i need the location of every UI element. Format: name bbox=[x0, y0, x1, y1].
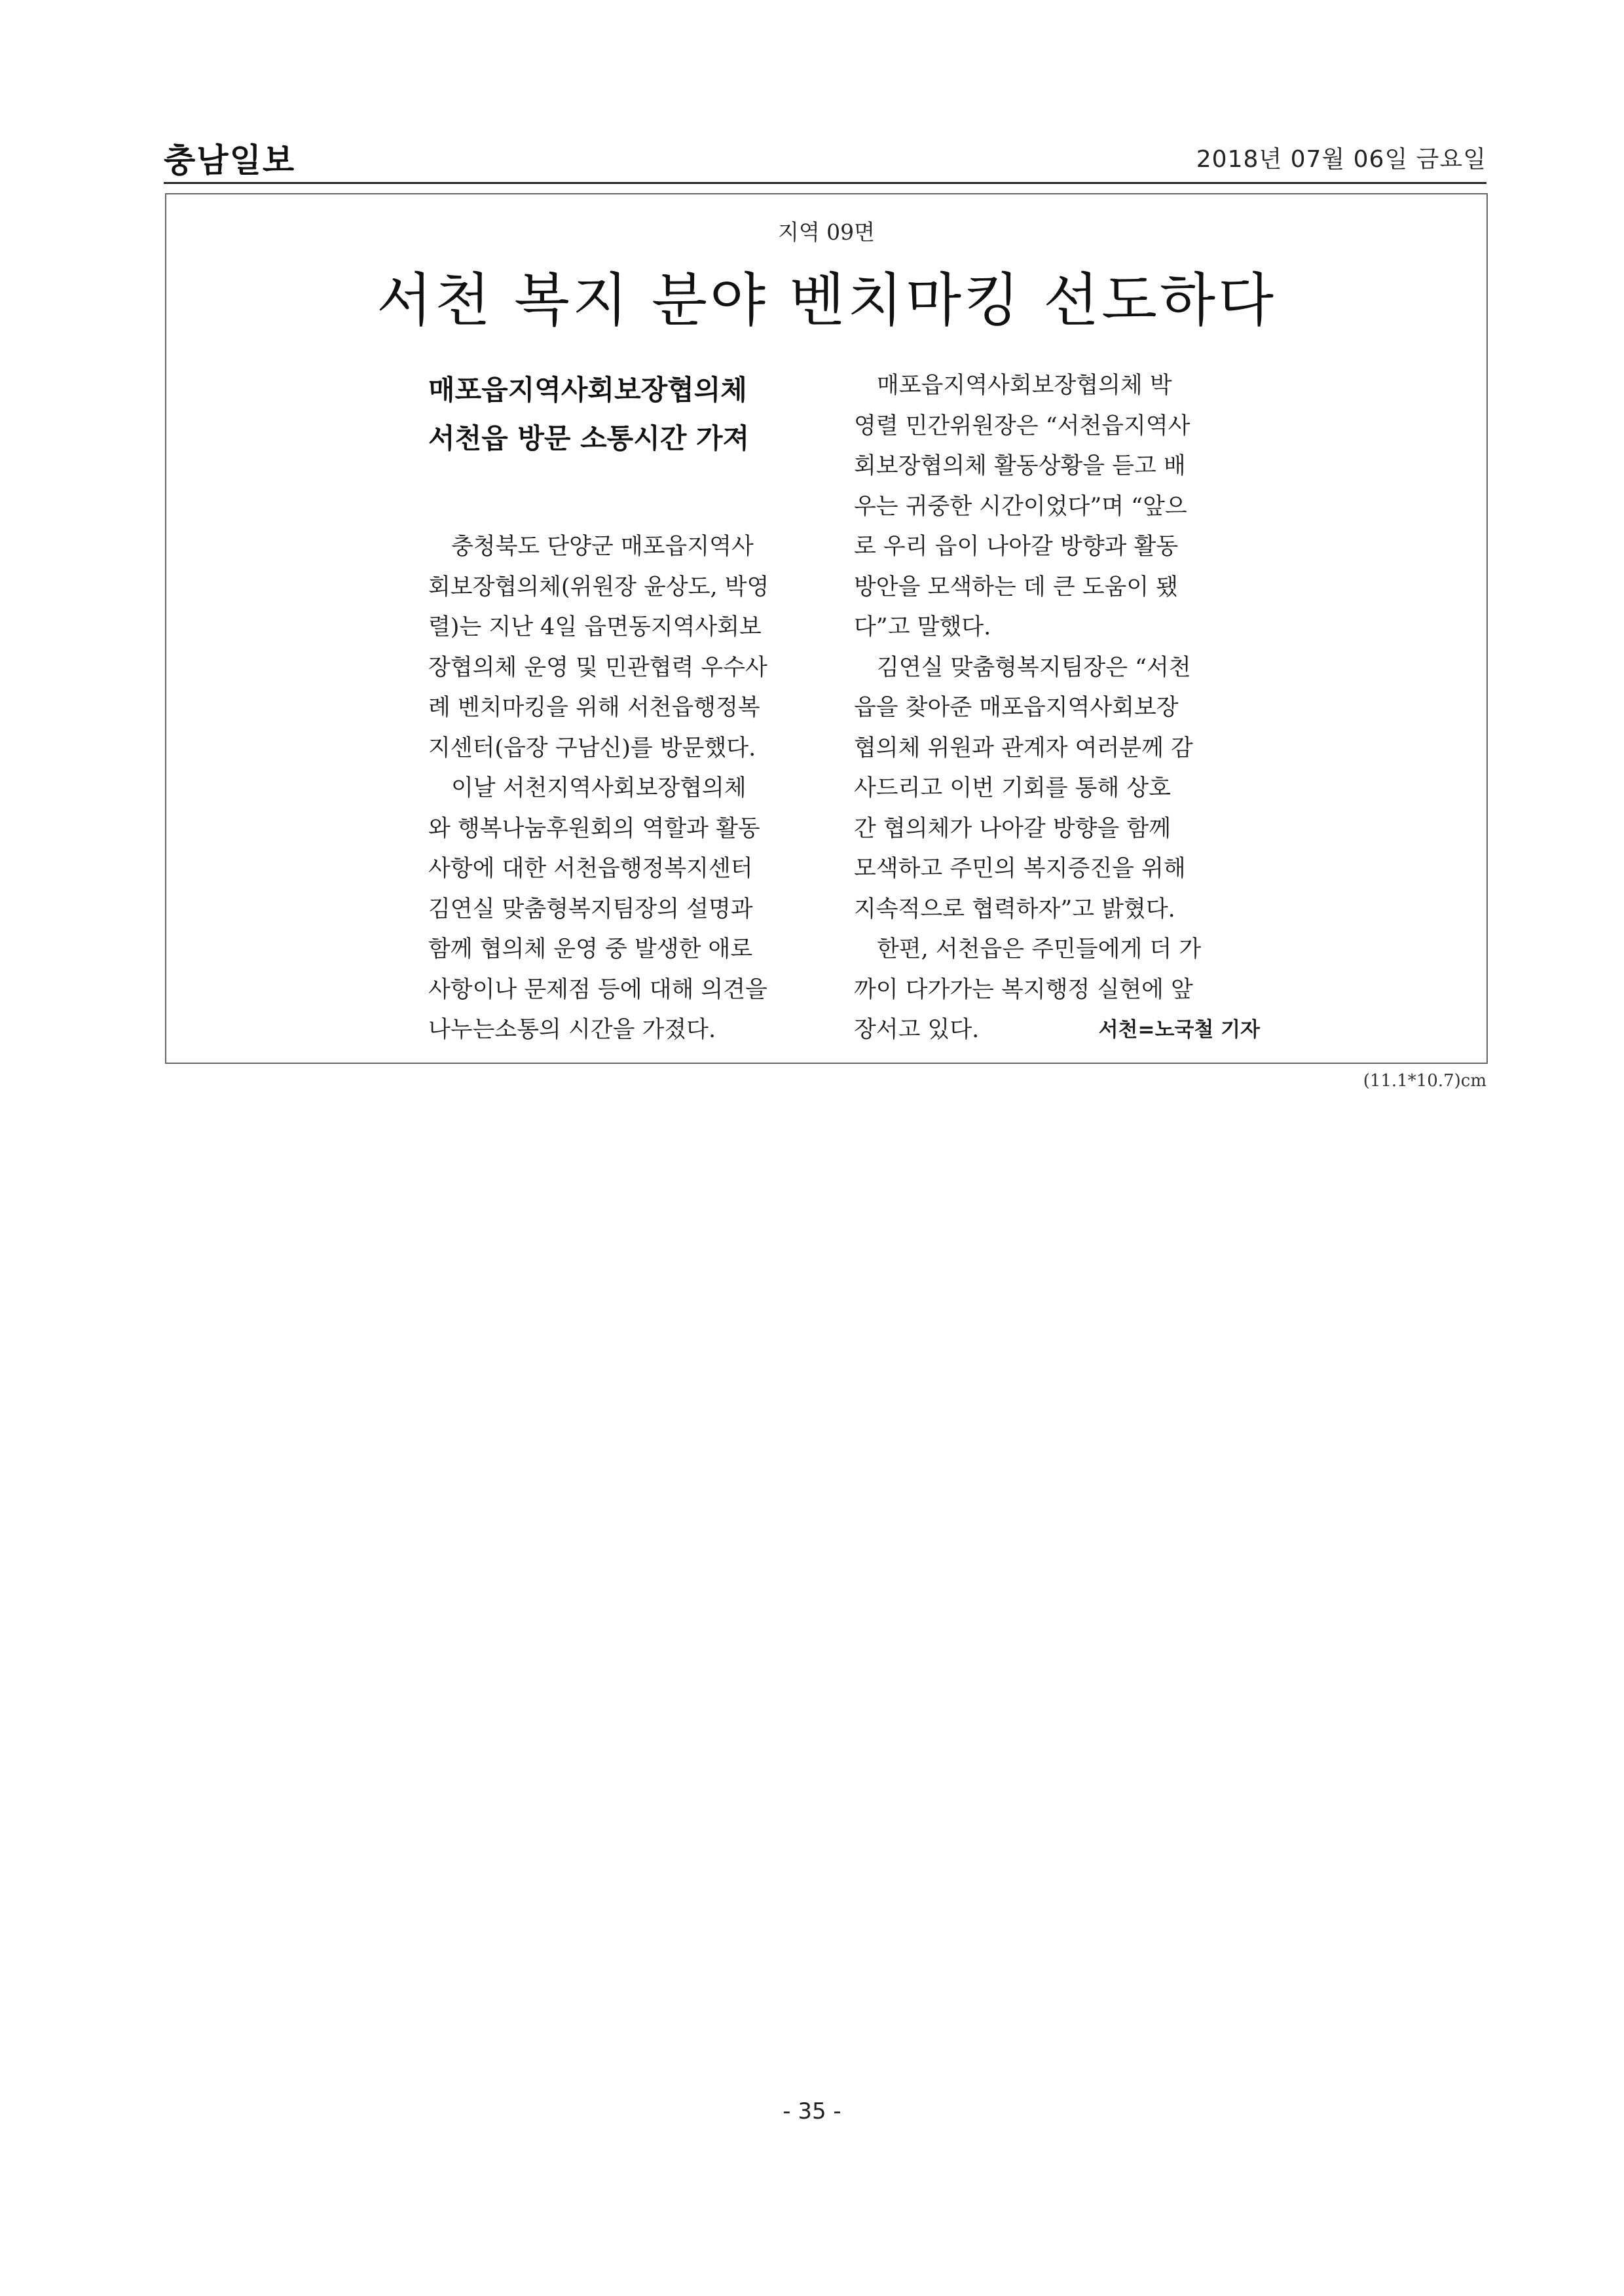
header-divider bbox=[164, 182, 1486, 184]
paragraph-line: 모색하고 주민의 복지증진을 위해 bbox=[854, 856, 1186, 882]
paragraph-line: 김연실 맞춤형복지팀장의 설명과 bbox=[428, 896, 753, 922]
paragraph-line: 충청북도 단양군 매포읍지역사 bbox=[451, 534, 754, 560]
paragraph-line: 이날 서천지역사회보장협의체 bbox=[451, 775, 747, 801]
paragraph-line: 회보장협의체 활동상황을 듣고 배 bbox=[854, 453, 1186, 479]
paragraph-line: 사항에 대한 서천읍행정복지센터 bbox=[428, 856, 753, 882]
article-column-left bbox=[428, 527, 821, 1051]
paragraph-line: 까이 다가가는 복지행정 실현에 앞 bbox=[854, 976, 1193, 1003]
reporter-byline: 서천=노국철 기자 bbox=[1098, 1018, 1260, 1042]
paragraph-line: 협의체 위원과 관계자 여러분께 감 bbox=[854, 735, 1193, 761]
article-headline: 서천 복지 분야 벤치마킹 선도하다 bbox=[376, 266, 1276, 334]
paragraph-line: 회보장협의체(위원장 윤상도, 박영 bbox=[428, 574, 769, 600]
paragraph-line: 지속적으로 협력하자”고 밝혔다. bbox=[854, 896, 1175, 922]
article-column-right bbox=[854, 366, 1280, 1051]
paragraph-line: 렬)는 지난 4일 읍면동지역사회보 bbox=[428, 614, 762, 640]
paragraph-line: 우는 귀중한 시간이었다”며 “앞으 bbox=[854, 493, 1187, 520]
paragraph-line: 다”고 말했다. bbox=[854, 614, 991, 640]
paragraph-line: 장협의체 운영 및 민관협력 우수사 bbox=[428, 654, 767, 681]
section-label: 지역 09면 bbox=[777, 219, 876, 245]
paragraph-line: 사항이나 문제점 등에 대해 의견을 bbox=[428, 976, 767, 1003]
paragraph-line: 례 벤치마킹을 위해 서천읍행정복 bbox=[428, 695, 760, 721]
publication-date: 2018년 07월 06일 금요일 bbox=[1196, 146, 1486, 173]
paragraph-line: 장서고 있다. bbox=[854, 1017, 980, 1043]
subhead-line: 매포읍지역사회보장협의체 bbox=[428, 374, 747, 406]
paragraph-line: 로 우리 읍이 나아갈 방향과 활동 bbox=[854, 534, 1179, 560]
clipping-size-note: (11.1*10.7)cm bbox=[1363, 1071, 1486, 1091]
paragraph-line: 나누는소통의 시간을 가졌다. bbox=[428, 1017, 716, 1043]
paragraph-line: 한편, 서천읍은 주민들에게 더 가 bbox=[877, 936, 1202, 962]
page-number: - 35 - bbox=[783, 2098, 841, 2124]
article-clipping bbox=[165, 193, 1488, 1064]
paragraph-line: 사드리고 이번 기회를 통해 상호 bbox=[854, 775, 1172, 801]
paragraph-line: 지센터(읍장 구남신)를 방문했다. bbox=[428, 735, 756, 761]
newspaper-name: 충남일보 bbox=[164, 141, 296, 179]
paragraph-line: 영렬 민간위원장은 “서천읍지역사 bbox=[854, 412, 1190, 439]
paragraph-line: 김연실 맞춤형복지팀장은 “서천 bbox=[877, 654, 1191, 681]
paragraph-line: 간 협의체가 나아갈 방향을 함께 bbox=[854, 815, 1172, 842]
paragraph-line: 방안을 모색하는 데 큰 도움이 됐 bbox=[854, 574, 1179, 600]
paragraph-line: 함께 협의체 운영 중 발생한 애로 bbox=[428, 936, 753, 962]
paragraph-line: 매포읍지역사회보장협의체 박 bbox=[877, 373, 1172, 399]
closing-line bbox=[854, 1010, 1260, 1051]
paragraph-line: 와 행복나눔후원회의 역할과 활동 bbox=[428, 815, 760, 842]
subhead-line: 서천읍 방문 소통시간 가져 bbox=[428, 422, 750, 454]
paragraph-line: 읍을 찾아준 매포읍지역사회보장 bbox=[854, 695, 1179, 721]
article-subhead bbox=[428, 366, 821, 463]
